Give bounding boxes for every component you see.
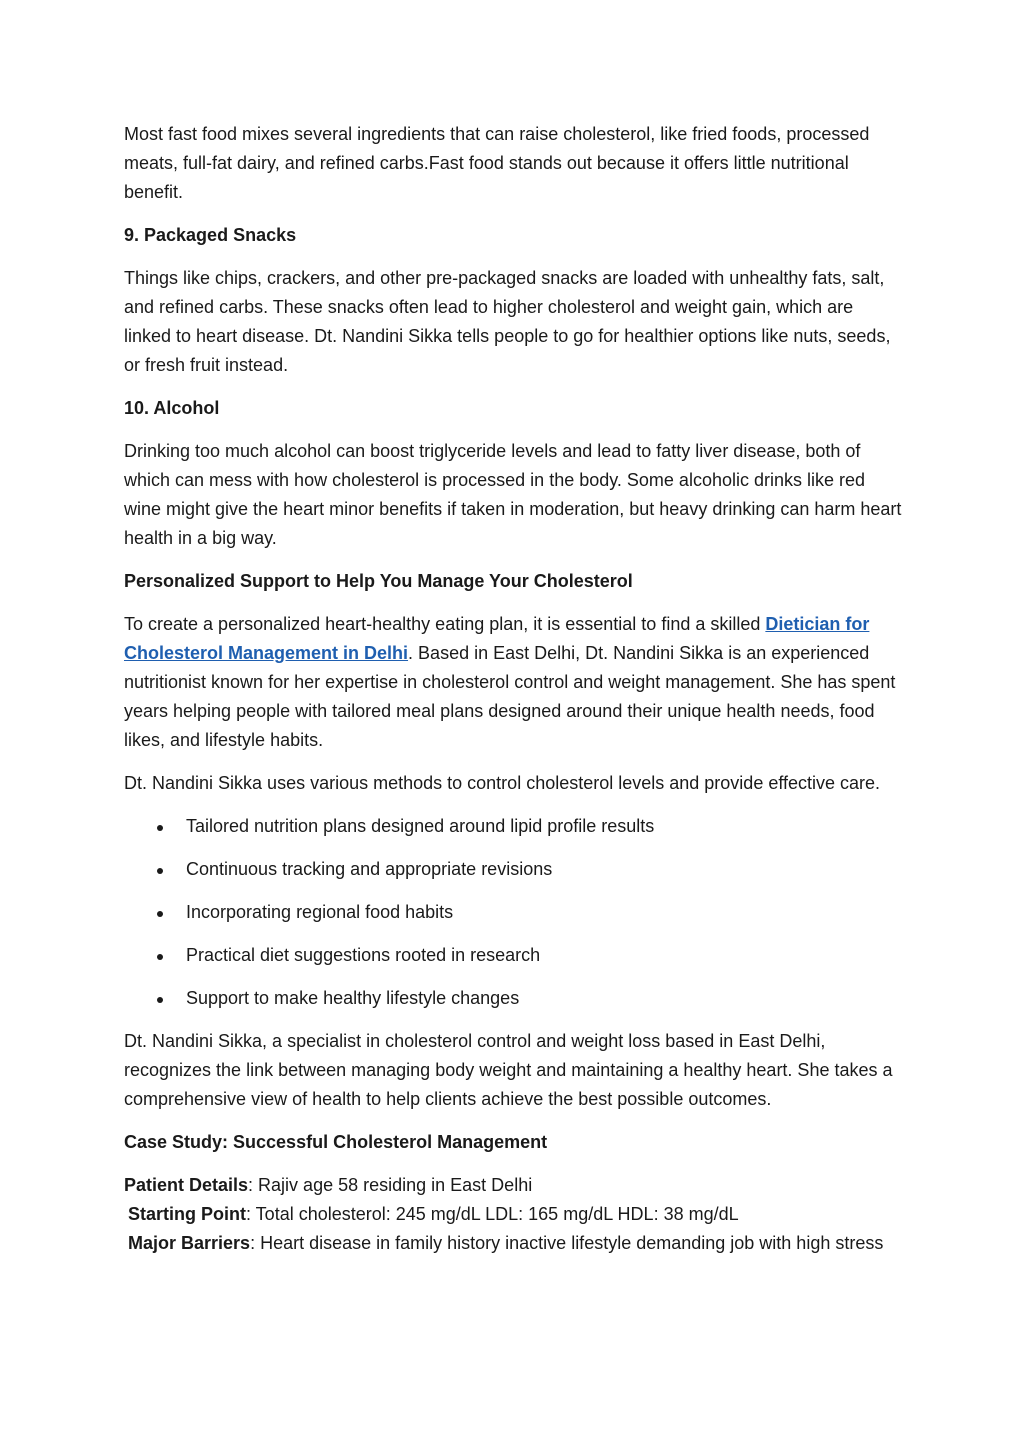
support-text-before-link: To create a personalized heart-healthy eating plan, it is essential to find a skilled	[124, 614, 766, 634]
methods-bullet-list	[124, 812, 904, 1013]
starting-point-line	[124, 1200, 904, 1229]
major-barriers-label: Major Barriers	[128, 1233, 251, 1253]
heading-case-study: Case Study: Successful Cholesterol Management	[124, 1132, 548, 1152]
major-barriers-line	[124, 1229, 904, 1258]
list-item-text: Incorporating regional food habits	[186, 902, 454, 922]
list-item-text: Practical diet suggestions rooted in research	[186, 945, 541, 965]
list-item-text: Support to make healthy lifestyle changes	[186, 988, 520, 1008]
list-item	[124, 941, 904, 970]
heading-alcohol: 10. Alcohol	[124, 398, 220, 418]
paragraph-methods: Dt. Nandini Sikka uses various methods to control cholesterol levels and provide effective care.	[124, 773, 881, 793]
bullet-icon	[157, 868, 163, 874]
bullet-icon	[157, 911, 163, 917]
paragraph-fast-food: Most fast food mixes several ingredients that can raise cholesterol, like fried foods, processed meats, full-fat dairy, and refined carbs.Fast food stands out because it offers little nutritional benefit.	[124, 124, 870, 202]
heading-personalized-support: Personalized Support to Help You Manage Your Cholesterol	[124, 571, 633, 591]
dietician-link[interactable]: Dietician for Cholesterol Management in Delhi	[124, 614, 870, 663]
paragraph-alcohol: Drinking too much alcohol can boost triglyceride levels and lead to fatty liver disease, both of which can mess with how cholesterol is processed in the body. Some alcoholic drinks like red wine might give the heart minor benefits if taken in moderation, but heavy drinking can harm heart health in a big way.	[124, 441, 902, 548]
patient-details-label: Patient Details	[124, 1175, 249, 1195]
list-item	[124, 898, 904, 927]
patient-details-line	[124, 1171, 904, 1200]
document-page	[124, 120, 904, 1258]
case-study-details	[124, 1171, 904, 1258]
list-item-text: Continuous tracking and appropriate revisions	[186, 859, 553, 879]
heading-packaged-snacks: 9. Packaged Snacks	[124, 225, 297, 245]
list-item	[124, 812, 904, 841]
starting-point-label: Starting Point	[128, 1204, 246, 1224]
list-item	[124, 984, 904, 1013]
starting-point-value: : Total cholesterol: 245 mg/dL LDL: 165 mg/dL HDL: 38 mg/dL	[246, 1204, 739, 1224]
paragraph-personalized-support	[124, 610, 904, 755]
major-barriers-value: : Heart disease in family history inactive lifestyle demanding job with high stress	[250, 1233, 884, 1253]
patient-details-value: : Rajiv age 58 residing in East Delhi	[248, 1175, 533, 1195]
support-text-after-link: . Based in East Delhi, Dt. Nandini Sikka is an experienced nutritionist known for her expertise in cholesterol control and weight management. She has spent years helping people with tailored meal plans designed around their unique health needs, food likes, and lifestyle habits.	[124, 643, 896, 750]
list-item	[124, 855, 904, 884]
bullet-icon	[157, 954, 163, 960]
list-item-text: Tailored nutrition plans designed around lipid profile results	[186, 816, 655, 836]
paragraph-specialist: Dt. Nandini Sikka, a specialist in cholesterol control and weight loss based in East Delhi, recognizes the link between managing body weight and maintaining a healthy heart. She takes a comprehensive view of health to help clients achieve the best possible outcomes.	[124, 1031, 893, 1109]
paragraph-packaged-snacks: Things like chips, crackers, and other pre-packaged snacks are loaded with unhealthy fats, salt, and refined carbs. These snacks often lead to higher cholesterol and weight gain, which are linked to heart disease. Dt. Nandini Sikka tells people to go for healthier options like nuts, seeds, or fresh fruit instead.	[124, 268, 891, 375]
bullet-icon	[157, 997, 163, 1003]
bullet-icon	[157, 825, 163, 831]
